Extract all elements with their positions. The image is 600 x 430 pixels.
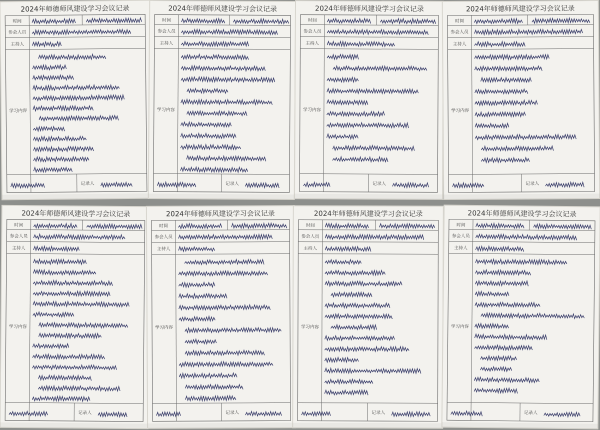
sheet-title: 2024年师德师风建设学习会议记录 (314, 209, 423, 218)
meeting-record-sheet (292, 205, 445, 430)
meeting-record-sheet (441, 0, 600, 201)
form-label: 参会人员 (157, 28, 176, 35)
form-label: 参会人员 (8, 29, 27, 36)
form-label: 主持人 (453, 40, 467, 47)
meeting-record-sheet (0, 0, 153, 201)
form-label: 时间 (162, 17, 172, 24)
form-label: 时间 (306, 222, 316, 229)
form-label: 记录人 (225, 409, 239, 416)
form-label: 学习内容 (301, 323, 320, 330)
form-label: 学习内容 (9, 323, 28, 330)
form-label: 记录人 (78, 409, 92, 416)
meeting-record-sheet (293, 0, 444, 200)
form-label: 主持人 (157, 245, 171, 252)
sheet-title: 2024年师德师风建设学习会议记录 (168, 4, 277, 14)
form-label: 时间 (456, 221, 466, 228)
form-label: 学习内容 (9, 107, 28, 114)
form-label: 学习内容 (155, 324, 174, 331)
form-label: 时间 (308, 17, 318, 24)
form-label: 记录人 (524, 409, 538, 416)
sheet-title: 2024年师德师风建设学习会议记录 (166, 209, 275, 219)
form-label: 参会人员 (155, 233, 174, 240)
form-label: 主持人 (12, 244, 26, 251)
sheet-title: 2024年师德师风建设学习会议记录 (468, 208, 577, 218)
form-label: 时间 (455, 17, 465, 24)
meeting-record-sheet (147, 0, 296, 201)
form-label: 参会人员 (452, 232, 471, 239)
form-label: 主持人 (303, 245, 317, 252)
meeting-record-sheet (145, 205, 296, 430)
sheet-title: 2024年师德师风建设学习会议记录 (21, 3, 130, 13)
form-label: 主持人 (454, 244, 468, 251)
meeting-record-sheet (0, 204, 151, 429)
sheet-title: 2024年师德师风建设学习会议记录 (21, 209, 130, 219)
form-label: 学习内容 (451, 323, 470, 330)
form-label: 记录人 (81, 180, 95, 187)
form-label: 参会人员 (301, 233, 320, 240)
form-label: 参会人员 (10, 232, 29, 239)
form-label: 时间 (159, 222, 169, 229)
form-label: 记录人 (225, 180, 239, 187)
meeting-record-sheet (441, 204, 600, 430)
form-label: 时间 (14, 221, 24, 228)
form-label: 主持人 (11, 41, 25, 48)
form-label: 学习内容 (157, 106, 176, 113)
form-label: 记录人 (373, 180, 387, 187)
form-label: 记录人 (372, 409, 386, 416)
sheet-title: 2024年师德师风建设学习会议记录 (466, 4, 575, 14)
form-label: 时间 (13, 18, 23, 25)
form-label: 主持人 (160, 40, 174, 47)
sheet-title: 2024年师德师风建设学习会议记录 (315, 4, 424, 14)
form-label: 参会人员 (303, 28, 322, 35)
form-label: 参会人员 (450, 28, 469, 35)
form-label: 记录人 (526, 180, 540, 187)
form-label: 学习内容 (303, 106, 322, 113)
form-label: 主持人 (306, 40, 320, 47)
form-label: 学习内容 (451, 107, 470, 114)
